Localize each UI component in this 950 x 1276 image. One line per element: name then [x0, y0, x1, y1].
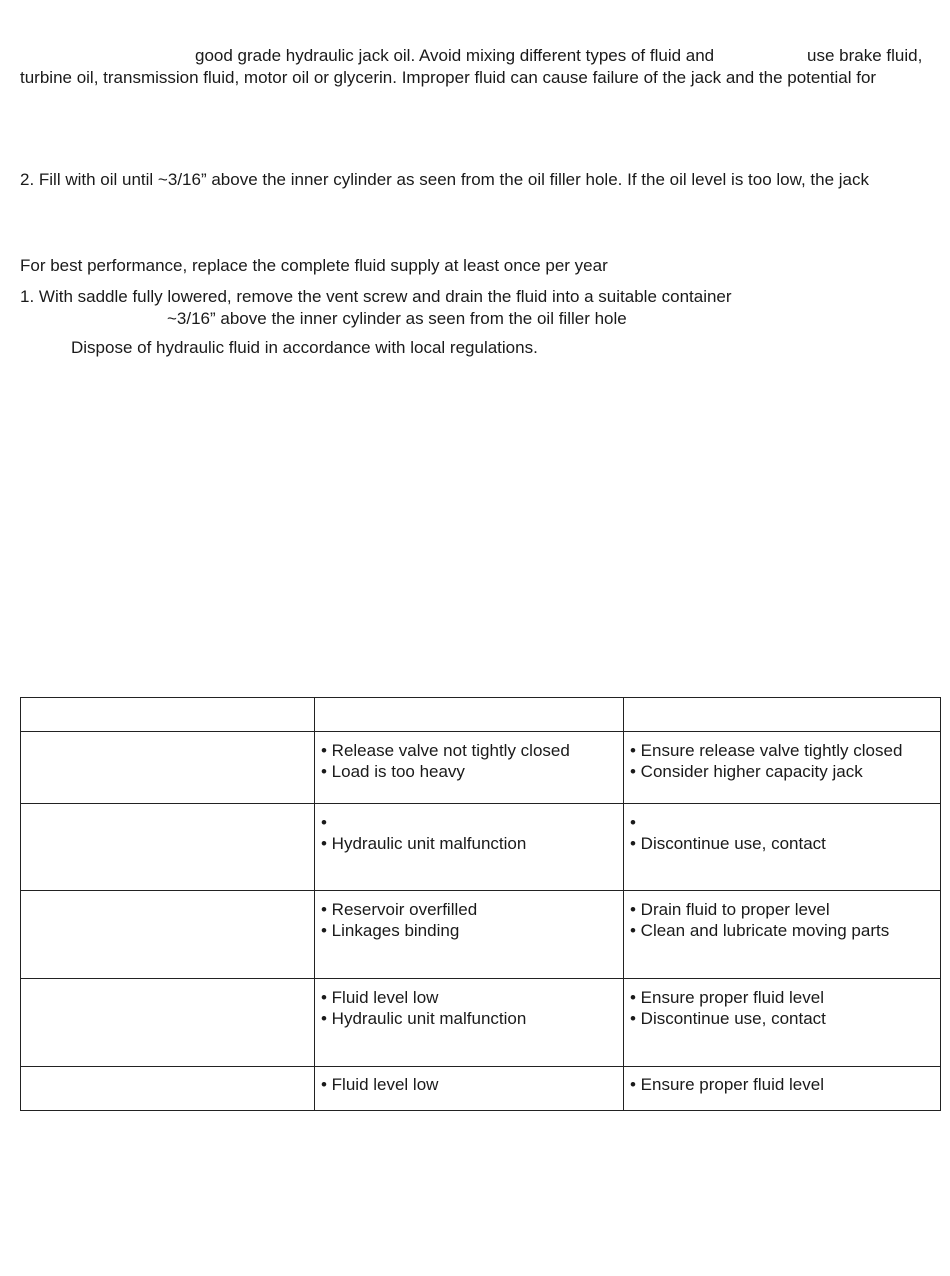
- solution-item: • Ensure proper fluid level: [630, 1075, 824, 1094]
- solution-cell: [624, 979, 941, 1067]
- fluid-paragraph-line-2: turbine oil, transmission fluid, motor oil or glycerin. Improper fluid can cause failure of the jack and the potential for: [20, 68, 877, 87]
- fill-oil-step: 2. Fill with oil until ~3/16” above the inner cylinder as seen from the oil filler hole. If the oil level is too low, the jack: [20, 170, 870, 189]
- fluid-paragraph-line-1: good grade hydraulic jack oil. Avoid mixing different types of fluid and: [195, 46, 715, 65]
- symptom-cell: [21, 1067, 315, 1111]
- symptom-cell: [21, 732, 315, 804]
- solution-item: • Discontinue use, contact: [630, 1009, 826, 1028]
- header-cell-symptom: [21, 698, 315, 732]
- table-header-row: [21, 698, 941, 732]
- table-row: [21, 979, 941, 1067]
- symptom-cell: [21, 891, 315, 979]
- solution-item: • Consider higher capacity jack: [630, 762, 863, 781]
- header-cell-cause: [315, 698, 624, 732]
- cause-item: • Hydraulic unit malfunction: [321, 1009, 527, 1028]
- cause-item: • Reservoir overfilled: [321, 900, 478, 919]
- cause-cell: [315, 979, 624, 1067]
- cause-cell: [315, 891, 624, 979]
- cause-item: • Release valve not tightly closed: [321, 741, 570, 760]
- solution-item: • Ensure release valve tightly closed: [630, 741, 903, 760]
- table-row: [21, 1067, 941, 1111]
- solution-cell: [624, 1067, 941, 1111]
- symptom-cell: [21, 804, 315, 891]
- cause-cell: [315, 1067, 624, 1111]
- solution-cell: [624, 891, 941, 979]
- solution-item: •: [630, 813, 636, 832]
- drain-fluid-step-continued: ~3/16” above the inner cylinder as seen from the oil filler hole: [167, 309, 627, 328]
- cause-item: • Fluid level low: [321, 1075, 439, 1094]
- table-row: [21, 891, 941, 979]
- table-row: [21, 732, 941, 804]
- cause-item: • Hydraulic unit malfunction: [321, 834, 527, 853]
- cause-item: •: [321, 813, 327, 832]
- solution-item: • Discontinue use, contact: [630, 834, 826, 853]
- solution-cell: [624, 804, 941, 891]
- cause-cell: [315, 732, 624, 804]
- solution-item: • Drain fluid to proper level: [630, 900, 830, 919]
- solution-item: • Ensure proper fluid level: [630, 988, 824, 1007]
- cause-cell: [315, 804, 624, 891]
- solution-cell: [624, 732, 941, 804]
- table-row: [21, 804, 941, 891]
- cause-item: • Linkages binding: [321, 921, 460, 940]
- cause-item: • Fluid level low: [321, 988, 439, 1007]
- header-cell-solution: [624, 698, 941, 732]
- solution-item: • Clean and lubricate moving parts: [630, 921, 890, 940]
- dispose-fluid-note: Dispose of hydraulic fluid in accordance with local regulations.: [71, 338, 538, 357]
- drain-fluid-step: 1. With saddle fully lowered, remove the vent screw and drain the fluid into a suitable container: [20, 287, 732, 306]
- troubleshooting-table: [20, 697, 940, 1111]
- cause-item: • Load is too heavy: [321, 762, 465, 781]
- replace-fluid-note: For best performance, replace the complete fluid supply at least once per year: [20, 256, 608, 275]
- fluid-paragraph-line-1-tail: use brake fluid,: [807, 46, 923, 65]
- symptom-cell: [21, 979, 315, 1067]
